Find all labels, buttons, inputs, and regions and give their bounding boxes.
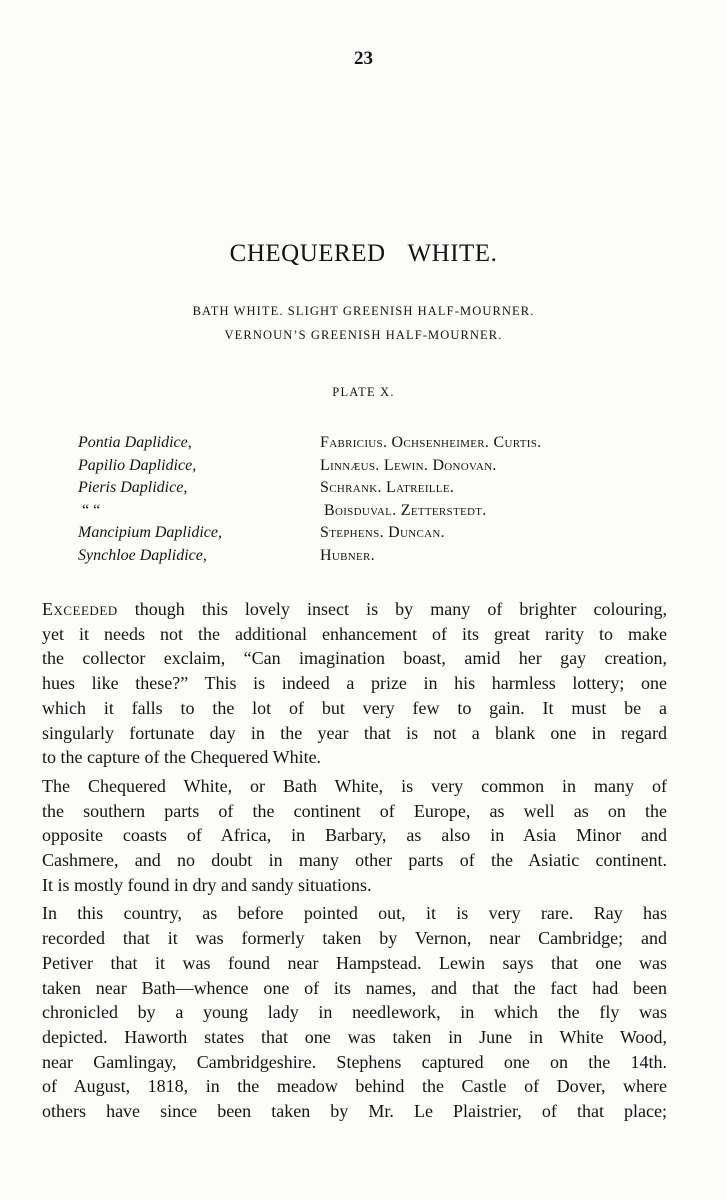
text-line: recorded that it was formerly taken by Vernon, near Cambridge; and [42, 928, 667, 949]
text-line: the southern parts of the continent of Europe, as well as on the [42, 800, 667, 821]
synonym-row [78, 455, 698, 478]
synonym-name: Papilio Daplidice, [78, 456, 197, 474]
synonymy-list [78, 432, 698, 568]
synonym-ditto-marks: “ “ [82, 501, 101, 519]
text-line: chronicled by a young lady in needlework, in which the fly was [42, 1002, 667, 1023]
text-line: In this country, as before pointed out, it is very rare. Ray has [42, 903, 667, 924]
text-line: taken near Bath—whence one of its names, and that the fact had been [42, 977, 667, 998]
text-line: yet it needs not the additional enhancement of its great rarity to make [42, 623, 667, 644]
text-line: which it falls to the lot of but very few to gain. It must be a [42, 697, 667, 718]
synonym-row [78, 500, 698, 523]
title-word-1: CHEQUERED [229, 240, 386, 267]
subtitle-line-1: BATH WHITE. SLIGHT GREENISH HALF-MOURNER. [192, 304, 535, 318]
synonym-authors: Boisduval. Zetterstedt. [324, 501, 487, 519]
text-line: hues like these?” This is indeed a prize in his harmless lottery; one [42, 673, 667, 694]
text-line: opposite coasts of Africa, in Barbary, as also in Asia Minor and [42, 825, 667, 846]
synonym-row [78, 477, 698, 500]
synonym-name: Synchloe Daplidice, [78, 546, 207, 564]
paragraph-2 [42, 774, 667, 898]
text-line: Cashmere, and no doubt in many other parts of the Asiatic continent. [42, 850, 667, 871]
subtitle-line-2: VERNOUN’S GREENISH HALF-MOURNER. [224, 328, 503, 342]
page-number: 23 [354, 48, 373, 69]
text-line: Petiver that it was found near Hampstead. Lewin says that one was [42, 952, 667, 973]
paragraph-3 [42, 901, 667, 1123]
text-line: The Chequered White, or Bath White, is very common in many of [42, 775, 667, 796]
text-line: to the capture of the Chequered White. [42, 747, 322, 768]
synonym-row [78, 545, 698, 568]
synonym-authors: Linnæus. Lewin. Donovan. [320, 456, 497, 474]
paragraph-1 [42, 597, 667, 770]
synonym-row [78, 522, 698, 545]
text-line: the collector exclaim, “Can imagination boast, amid her gay creation, [42, 648, 667, 669]
text-line: Exceeded though this lovely insect is by many of brighter colouring, [42, 599, 667, 619]
text-line: near Gamlingay, Cambridgeshire. Stephens captured one on the 14th. [42, 1051, 667, 1072]
synonym-name: Pontia Daplidice, [78, 434, 192, 451]
synonym-name: Pieris Daplidice, [78, 479, 188, 497]
text-line: of August, 1818, in the meadow behind the Castle of Dover, where [42, 1076, 667, 1097]
text-line: It is mostly found in dry and sandy situations. [42, 874, 372, 895]
synonym-authors: Stephens. Duncan. [320, 524, 445, 542]
synonym-authors: Schrank. Latreille. [320, 479, 455, 497]
paragraph-lead-word: Exceeded [42, 599, 118, 619]
body-text [42, 597, 667, 1128]
plate-label: PLATE X. [332, 385, 395, 399]
synonym-name: Mancipium Daplidice, [78, 524, 222, 542]
synonym-authors: Hubner. [320, 546, 375, 564]
text-line: others have since been taken by Mr. Le Plaistrier, of that place; [42, 1101, 667, 1122]
synonym-authors: Fabricius. Ochsenheimer. Curtis. [320, 434, 542, 451]
text-line: depicted. Haworth states that one was taken in June in White Wood, [42, 1026, 667, 1047]
text-line: singularly fortunate day in the year that is not a blank one in regard [42, 722, 667, 743]
title-word-2: WHITE. [407, 240, 498, 267]
page-title [0, 240, 727, 268]
synonym-row [78, 432, 698, 455]
